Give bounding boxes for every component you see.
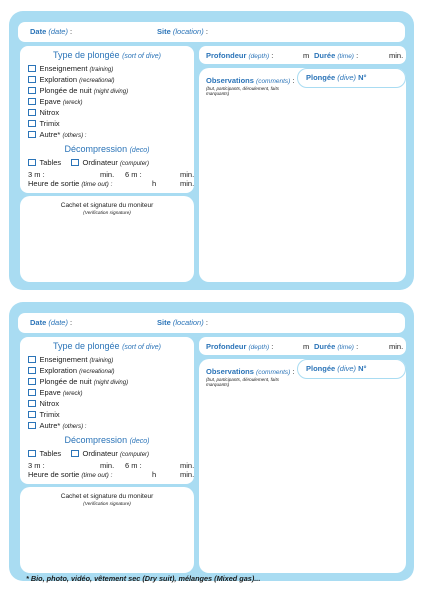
site-label: Site (157, 27, 171, 36)
observations-label-row (206, 76, 295, 86)
dive-type-title-text: Type de plongée (53, 50, 120, 60)
dive-log-card (9, 11, 414, 290)
dive-type-option[interactable] (28, 399, 59, 410)
site-field[interactable] (157, 318, 208, 327)
exit-label: Heure de sortie (28, 179, 80, 188)
dive-type-label: Epave (39, 97, 61, 106)
site-colon: : (205, 318, 208, 327)
footnote: * Bio, photo, vidéo, vêtement sec (Dry suit), mélanges (Mixed gas)... (26, 574, 261, 583)
observations-label-row (206, 367, 295, 377)
observations-colon: : (292, 76, 295, 85)
dive-type-label: Plongée de nuit (39, 377, 92, 386)
computer-option[interactable] (71, 449, 149, 460)
dive-number-suffix: N° (358, 73, 367, 82)
observations-panel[interactable] (199, 68, 406, 282)
stop-3m-label: 3 m : (28, 170, 45, 179)
dive-type-option[interactable] (28, 355, 113, 366)
observations-sub: (comments) (256, 369, 291, 376)
duration-label: Durée (314, 51, 336, 60)
signature-title: Cachet et signature du moniteur (60, 202, 154, 209)
tables-checkbox[interactable] (28, 159, 36, 167)
site-field[interactable] (157, 27, 208, 36)
dive-type-sub: (training) (89, 358, 114, 364)
date-sub: (date) (48, 27, 68, 36)
signature-sub: (Verification signature) (83, 502, 131, 507)
signature-panel[interactable] (20, 196, 194, 282)
dive-type-label: Exploration (39, 366, 78, 375)
depth-unit: m (303, 51, 310, 60)
dive-type-checkbox[interactable] (28, 131, 36, 139)
dive-type-checkbox[interactable] (28, 65, 36, 73)
duration-colon: : (356, 342, 359, 351)
stop-3m-unit: min. (100, 461, 115, 470)
dive-type-label: Enseignement (39, 355, 88, 364)
dive-type-option[interactable] (28, 410, 60, 421)
dive-type-option[interactable] (28, 130, 86, 141)
dive-type-sub: (wreck) (62, 391, 83, 397)
dive-type-option[interactable] (28, 108, 59, 119)
deco-title (20, 435, 194, 445)
dive-type-label: Trimix (39, 410, 60, 419)
computer-sub: (computer) (120, 452, 150, 458)
dive-type-title-text: Type de plongée (53, 341, 120, 351)
duration-field[interactable] (314, 51, 358, 61)
dive-number-label: Plongée (306, 364, 336, 373)
depth-label: Profondeur (206, 51, 247, 60)
depth-sub: (depth) (248, 53, 270, 60)
date-field[interactable] (30, 318, 72, 327)
date-colon: : (70, 318, 73, 327)
date-field[interactable] (30, 27, 72, 36)
duration-sub: (time) (337, 344, 354, 351)
dive-type-checkbox[interactable] (28, 422, 36, 430)
computer-option[interactable] (71, 158, 149, 169)
deco-title (20, 144, 194, 154)
stop-6m-label: 6 m : (125, 461, 142, 470)
dive-type-label: Exploration (39, 75, 78, 84)
observations-label: Observations (206, 76, 254, 85)
exit-label: Heure de sortie (28, 470, 80, 479)
dive-type-option[interactable] (28, 64, 113, 75)
signature-panel[interactable] (20, 487, 194, 573)
dive-type-checkbox[interactable] (28, 98, 36, 106)
tables-checkbox[interactable] (28, 450, 36, 458)
dive-type-checkbox[interactable] (28, 356, 36, 364)
dive-type-title-sub: (sort of dive) (122, 344, 161, 351)
dive-number-field[interactable] (297, 359, 406, 379)
dive-type-checkbox[interactable] (28, 367, 36, 375)
dive-type-sub: (others) : (62, 424, 87, 430)
site-colon: : (205, 27, 208, 36)
computer-label: Ordinateur (82, 158, 118, 167)
dive-type-label: Epave (39, 388, 61, 397)
dive-type-sub: (night diving) (93, 380, 129, 386)
exit-time-field[interactable] (28, 179, 112, 189)
dive-type-sub: (wreck) (62, 100, 83, 106)
observations-sub: (comments) (256, 78, 291, 85)
depth-label: Profondeur (206, 342, 247, 351)
signature-title: Cachet et signature du moniteur (60, 493, 154, 500)
dive-type-checkbox[interactable] (28, 378, 36, 386)
exit-hour-unit: h (152, 470, 157, 479)
dive-type-option[interactable] (28, 377, 128, 388)
dive-type-option[interactable] (28, 388, 83, 399)
observations-colon: : (292, 367, 295, 376)
duration-unit: min. (389, 342, 404, 351)
depth-field[interactable] (206, 342, 273, 352)
deco-title-text: Décompression (64, 144, 128, 154)
dive-type-label: Nitrox (39, 108, 60, 117)
dive-type-option[interactable] (28, 366, 114, 377)
dive-type-sub: (others) : (62, 133, 87, 139)
site-sub: (location) (172, 318, 204, 327)
dive-type-label: Enseignement (39, 64, 88, 73)
tables-label: Tables (39, 158, 62, 167)
depth-field[interactable] (206, 51, 273, 61)
dive-type-option[interactable] (28, 119, 60, 130)
dive-number-sub: (dive) (337, 364, 357, 373)
dive-type-option[interactable] (28, 86, 128, 97)
depth-sub: (depth) (248, 344, 270, 351)
deco-title-sub: (deco) (129, 147, 150, 154)
tables-option[interactable] (28, 158, 61, 167)
dive-type-label: Autre* (39, 130, 61, 139)
exit-sub: (time out) : (81, 181, 113, 188)
dive-type-checkbox[interactable] (28, 400, 36, 408)
tables-label: Tables (39, 449, 62, 458)
dive-type-title (20, 341, 194, 351)
computer-sub: (computer) (120, 161, 150, 167)
dive-number-suffix: N° (358, 364, 367, 373)
signature-sub: (Verification signature) (83, 211, 131, 216)
dive-type-sub: (training) (89, 67, 114, 73)
date-site-row (18, 313, 405, 333)
duration-unit: min. (389, 51, 404, 60)
dive-type-title (20, 50, 194, 60)
stop-3m-label: 3 m : (28, 461, 45, 470)
dive-type-checkbox[interactable] (28, 109, 36, 117)
stop-6m-label: 6 m : (125, 170, 142, 179)
dive-type-label: Autre* (39, 421, 61, 430)
dive-type-panel (20, 337, 194, 484)
dive-type-sub: (recreational) (79, 78, 115, 84)
tables-option[interactable] (28, 449, 61, 458)
observations-panel[interactable] (199, 359, 406, 573)
dive-type-title-sub: (sort of dive) (122, 53, 161, 60)
site-label: Site (157, 318, 171, 327)
duration-label: Durée (314, 342, 336, 351)
dive-type-option[interactable] (28, 97, 83, 108)
date-label: Date (30, 318, 47, 327)
depth-unit: m (303, 342, 310, 351)
stop-6m-unit: min. (180, 170, 195, 179)
exit-sub: (time out) : (81, 472, 113, 479)
dive-number-field[interactable] (297, 68, 406, 88)
dive-type-label: Nitrox (39, 399, 60, 408)
dive-type-checkbox[interactable] (28, 411, 36, 419)
observations-hint: (but, participants, déroulement, faits marquants) (206, 377, 280, 388)
computer-checkbox[interactable] (71, 450, 79, 458)
deco-title-text: Décompression (64, 435, 128, 445)
stop-6m-unit: min. (180, 461, 195, 470)
duration-colon: : (356, 51, 359, 60)
date-colon: : (70, 27, 73, 36)
dive-type-option[interactable] (28, 421, 86, 432)
dive-number-label: Plongée (306, 73, 336, 82)
dive-type-checkbox[interactable] (28, 76, 36, 84)
dive-type-checkbox[interactable] (28, 120, 36, 128)
computer-label: Ordinateur (82, 449, 118, 458)
depth-duration-row (199, 337, 406, 355)
deco-title-sub: (deco) (129, 438, 150, 445)
dive-type-sub: (night diving) (93, 89, 129, 95)
dive-type-sub: (recreational) (79, 369, 115, 375)
observations-hint: (but, participants, déroulement, faits marquants) (206, 86, 280, 97)
dive-log-card (9, 302, 414, 581)
stop-3m-unit: min. (100, 170, 115, 179)
duration-sub: (time) (337, 53, 354, 60)
observations-label: Observations (206, 367, 254, 376)
depth-colon: : (271, 342, 274, 351)
dive-type-label: Trimix (39, 119, 60, 128)
computer-checkbox[interactable] (71, 159, 79, 167)
depth-colon: : (271, 51, 274, 60)
dive-number-sub: (dive) (337, 73, 357, 82)
date-label: Date (30, 27, 47, 36)
dive-type-panel (20, 46, 194, 193)
exit-min-unit: min. (180, 179, 195, 188)
duration-field[interactable] (314, 342, 358, 352)
date-sub: (date) (48, 318, 68, 327)
exit-time-field[interactable] (28, 470, 112, 480)
date-site-row (18, 22, 405, 42)
site-sub: (location) (172, 27, 204, 36)
dive-type-label: Plongée de nuit (39, 86, 92, 95)
dive-type-checkbox[interactable] (28, 87, 36, 95)
exit-min-unit: min. (180, 470, 195, 479)
exit-hour-unit: h (152, 179, 157, 188)
dive-type-checkbox[interactable] (28, 389, 36, 397)
dive-type-option[interactable] (28, 75, 114, 86)
depth-duration-row (199, 46, 406, 64)
